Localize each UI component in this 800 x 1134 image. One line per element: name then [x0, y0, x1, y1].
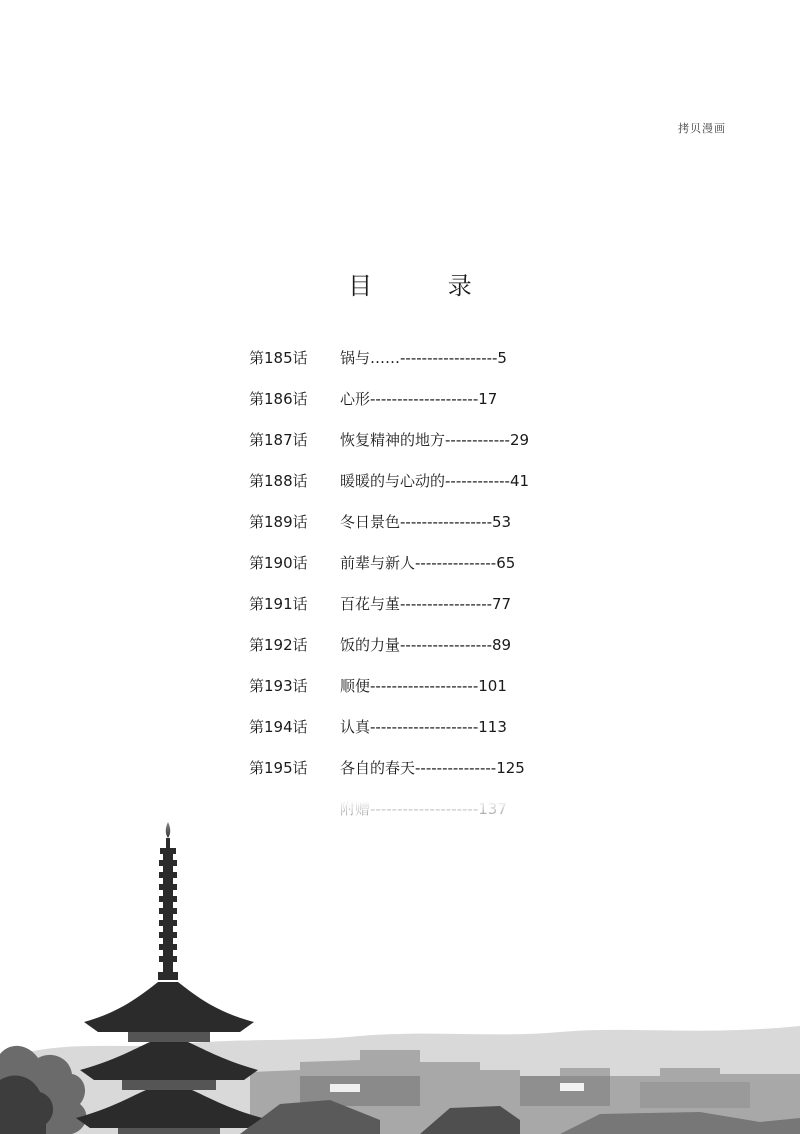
toc-row[interactable] — [249, 716, 609, 757]
toc-row[interactable] — [249, 675, 609, 716]
toc-chapter-number: 第186话 — [249, 390, 308, 408]
toc-chapter-number: 第191话 — [249, 595, 308, 613]
toc-entry-title: 百花与堇-----------------77 — [340, 595, 512, 613]
publisher-label: 拷贝漫画 — [678, 122, 726, 135]
toc-title: 目 录 — [348, 272, 506, 300]
toc-chapter-number: 第193话 — [249, 677, 308, 695]
toc-row[interactable] — [249, 429, 609, 470]
toc-row[interactable] — [249, 552, 609, 593]
toc-entry-title: 心形--------------------17 — [340, 390, 498, 408]
building-window — [330, 1084, 360, 1092]
building-block — [640, 1082, 750, 1108]
toc-row[interactable] — [249, 634, 609, 675]
toc-chapter-number: 第190话 — [249, 554, 308, 572]
toc-entry-title: 冬日景色-----------------53 — [340, 513, 512, 531]
building-window — [560, 1083, 584, 1091]
toc-entry-title: 饭的力量-----------------89 — [340, 636, 512, 654]
toc-entry-title: 前辈与新人---------------65 — [340, 554, 516, 572]
pagoda-cityscape-illustration — [0, 800, 800, 1134]
toc-chapter-number: 第188话 — [249, 472, 308, 490]
toc-chapter-number: 第194话 — [249, 718, 308, 736]
toc-entry-title: 认真--------------------113 — [340, 718, 507, 736]
toc-entry-title: 恢复精神的地方------------29 — [340, 431, 530, 449]
toc-chapter-number: 第192话 — [249, 636, 308, 654]
toc-entry-title: 顺便--------------------101 — [340, 677, 507, 695]
toc-entry-title: 各自的春天---------------125 — [340, 759, 525, 777]
toc-list — [249, 347, 609, 839]
toc-row[interactable] — [249, 388, 609, 429]
toc-chapter-number: 第189话 — [249, 513, 308, 531]
toc-row[interactable] — [249, 593, 609, 634]
toc-chapter-number: 第187话 — [249, 431, 308, 449]
toc-entry-title: 锅与……------------------5 — [340, 349, 507, 367]
toc-entry-title: 暖暖的与心动的------------41 — [340, 472, 530, 490]
toc-row[interactable] — [249, 757, 609, 798]
toc-row[interactable] — [249, 347, 609, 388]
toc-chapter-number: 第185话 — [249, 349, 308, 367]
toc-row[interactable] — [249, 511, 609, 552]
toc-row[interactable] — [249, 470, 609, 511]
toc-chapter-number: 第195话 — [249, 759, 308, 777]
